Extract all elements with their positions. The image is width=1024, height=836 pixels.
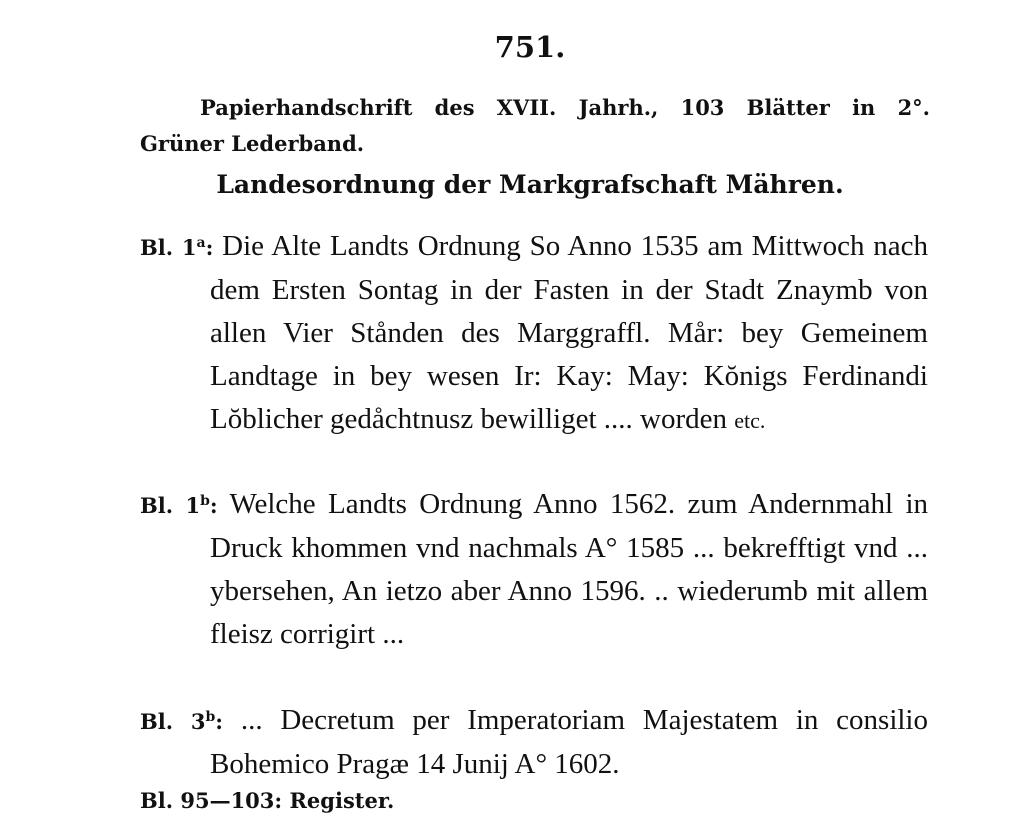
entry-ref: Bl. 1$^a$:	[140, 235, 214, 260]
register-line: Bl. 95—103: Register.	[140, 788, 395, 813]
entry-folio-3b	[140, 696, 928, 786]
document-title: Landesordnung der Markgrafschaft Mähren.	[216, 170, 844, 199]
description-line-1: Papierhandschrift des XVII. Jahrh., 103 Blätter in 2°.	[200, 95, 930, 120]
entry-text: Die Alte Landts Ordnung So Anno 1535 am Mittwoch nach dem Ersten Sontag in der Fasten in der Stadt Znaymb von allen Vier Stånden des Marggraffl. Mår: bey Gemeinem Landtage in bey wesen Ir: Kay: May: Kŏnigs Ferdinandi Lŏblicher gedåchtnusz bewilliget .... worden	[210, 230, 929, 435]
description-line-2: Grüner Lederband.	[140, 131, 365, 156]
entry-text: ... Decretum per Imperatoriam Majestatem in consilio Bohemico Pragæ 14 Junij A° 1602.	[210, 704, 928, 780]
entry-tail: etc.	[734, 408, 766, 433]
entry-ref: Bl. 3$^b$:	[140, 709, 224, 734]
entry-text: Welche Landts Ordnung Anno 1562. zum Andernmahl in Druck khommen vnd nachmals A° 1585 ... bekrefftigt vnd ... ybersehen, An ietzo aber Anno 1596. .. wiederumb mit allem fleisz corrigirt ...	[210, 488, 929, 650]
page-number: 751.	[494, 30, 566, 64]
entry-folio-1b	[140, 480, 928, 656]
entry-folio-1a	[140, 222, 928, 442]
entry-ref: Bl. 1$^b$:	[140, 493, 218, 518]
manuscript-description	[140, 90, 930, 162]
